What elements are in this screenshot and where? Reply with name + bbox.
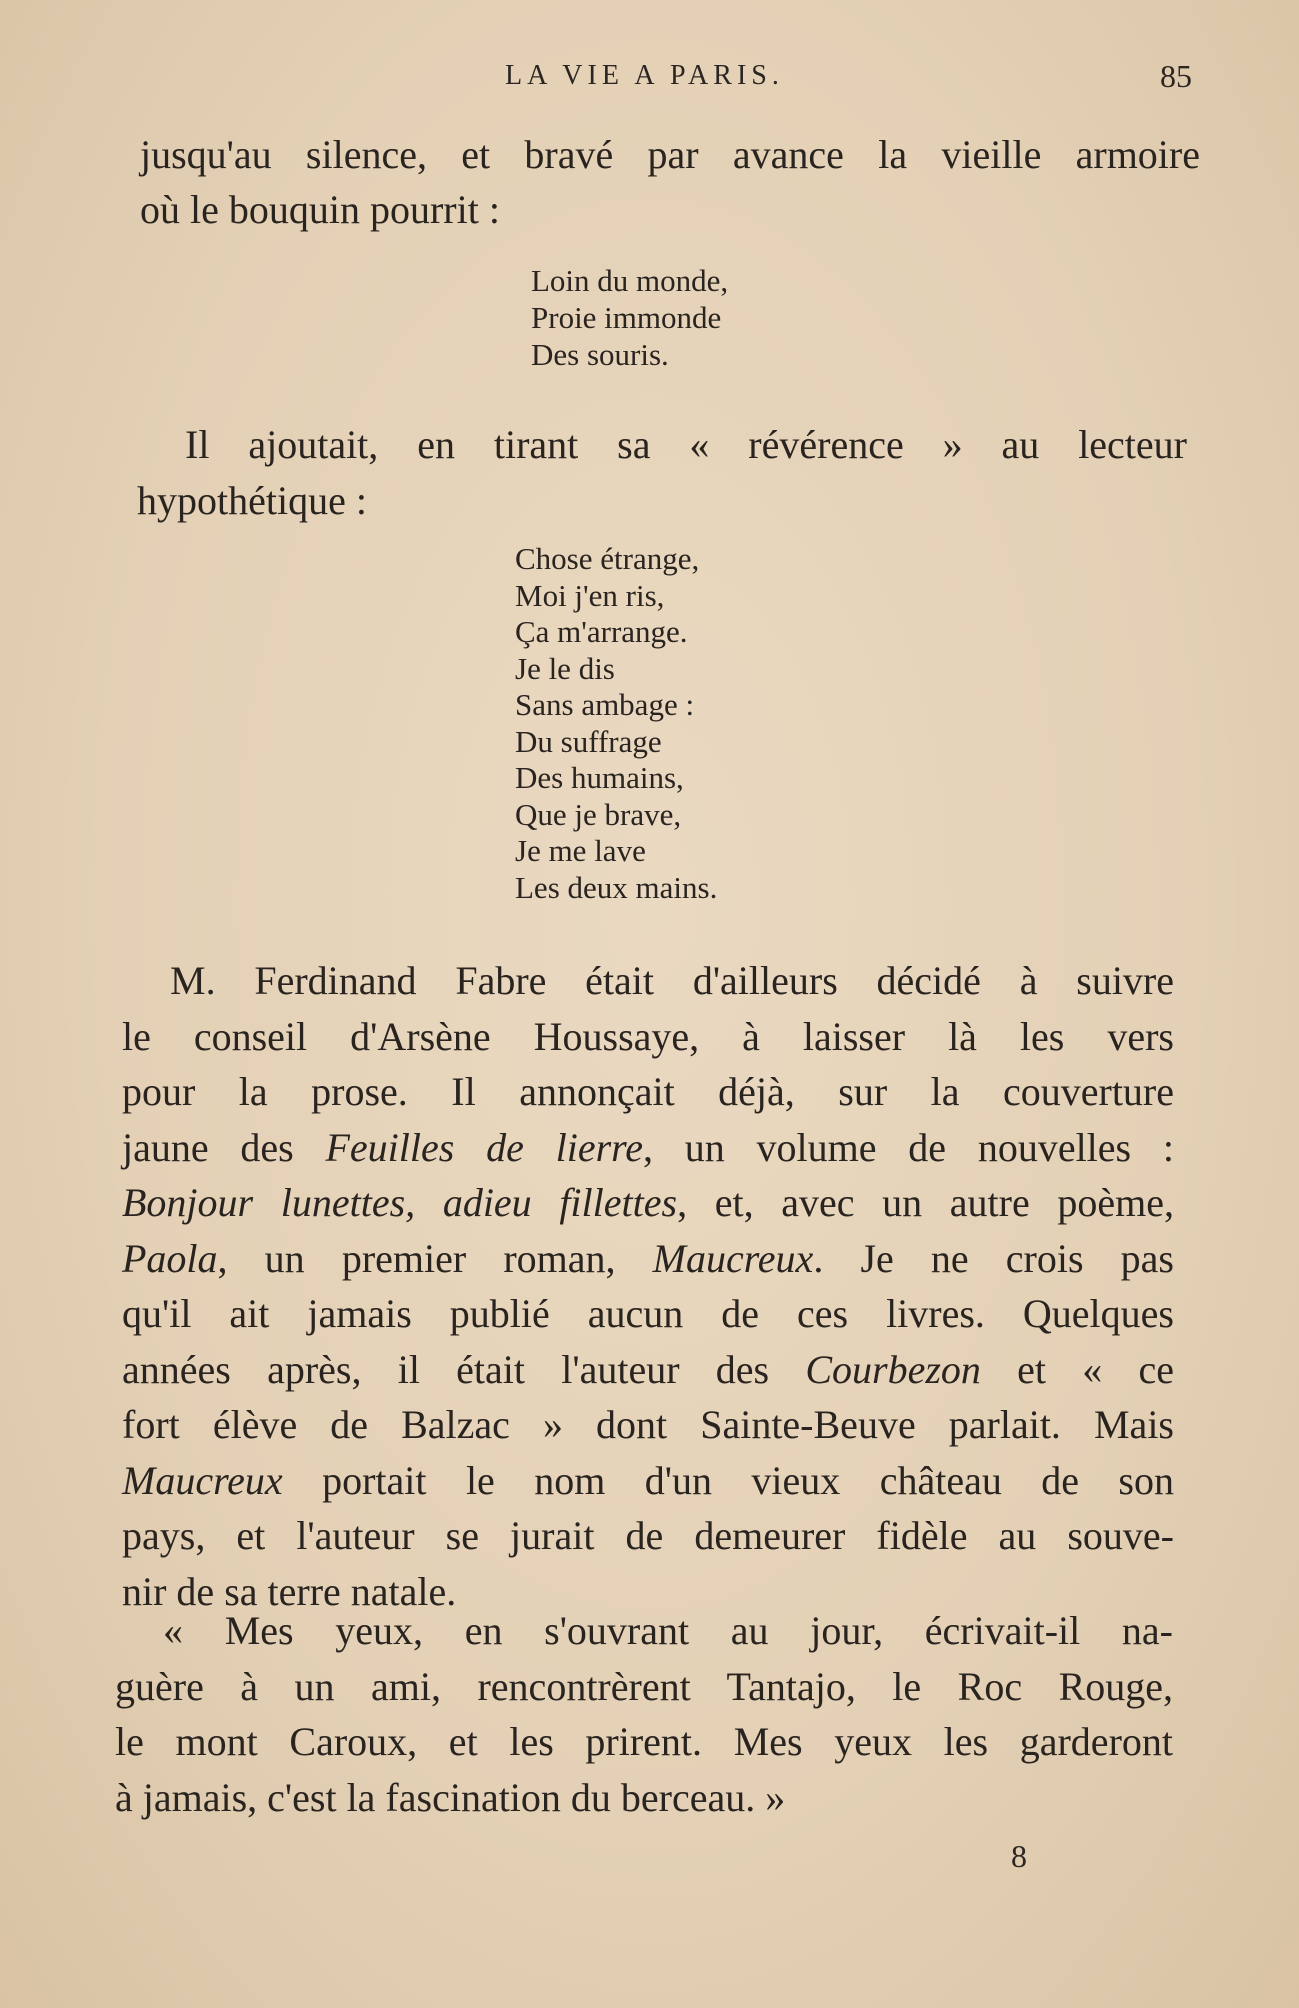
verse-line: Que je brave, <box>515 796 682 832</box>
book-title: Maucreux <box>652 1235 814 1281</box>
paragraph-line: fort élève de Balzac » dont Sainte-Beuve parlait. Mais <box>122 1402 1174 1447</box>
paragraph-line <box>122 1120 1174 1176</box>
paragraph-line: « Mes yeux, en s'ouvrant au jour, écrivait-il na- <box>163 1608 1173 1653</box>
verse-line: Moi j'en ris, <box>515 577 665 613</box>
paragraph-line: hypothétique : <box>137 478 367 523</box>
paragraph-line: pays, et l'auteur se jurait de demeurer fidèle au souve- <box>122 1513 1174 1558</box>
verse-line: Ça m'arrange. <box>515 614 688 649</box>
paragraph-2 <box>137 417 1187 529</box>
verse-line: Je le dis <box>515 650 615 686</box>
paragraph-3 <box>122 953 1174 1619</box>
paragraph-4 <box>115 1603 1173 1825</box>
verse-1 <box>531 262 728 373</box>
verse-line: Proie immonde <box>531 300 722 335</box>
paragraph-line <box>122 1342 1174 1398</box>
text-run: années après, il était l'auteur des <box>122 1346 806 1392</box>
verse-2 <box>515 541 717 906</box>
text-run: , un volume de nouvelles : <box>643 1124 1175 1170</box>
verse-line: Chose étrange, <box>515 541 700 576</box>
book-title: Paola <box>122 1235 218 1281</box>
text-run: et « ce <box>980 1346 1175 1392</box>
signature-mark: 8 <box>1011 1838 1027 1874</box>
verse-line: Je me lave <box>515 833 646 868</box>
text-run: , et, avec un autre poème, <box>677 1180 1174 1225</box>
paragraph-line: M. Ferdinand Fabre était d'ailleurs décidé à suivre <box>170 958 1174 1003</box>
paragraph-line: le conseil d'Arsène Houssaye, à laisser là les vers <box>122 1013 1174 1059</box>
verse-line: Les deux mains. <box>515 869 718 905</box>
paragraph-line: à jamais, c'est la fascination du berceau. » <box>115 1774 786 1820</box>
verse-line: Du suffrage <box>515 723 662 759</box>
paragraph-line: guère à un ami, rencontrèrent Tantajo, le Roc Rouge, <box>115 1663 1173 1709</box>
text-run: , un premier roman, <box>217 1235 653 1281</box>
book-title: Maucreux <box>122 1457 283 1503</box>
text-run: . Je ne crois pas <box>813 1235 1174 1281</box>
running-title: LA VIE A PARIS. <box>505 60 784 91</box>
paragraph-line: qu'il ait jamais publié aucun de ces livres. Quelques <box>122 1291 1174 1336</box>
paragraph-line: jusqu'au silence, et bravé par avance la vieille armoire <box>140 132 1200 177</box>
text-run: portait le nom d'un vieux château de son <box>282 1457 1174 1503</box>
book-title: Bonjour lunettes, adieu fillettes <box>122 1180 678 1225</box>
verse-line: Loin du monde, <box>531 263 729 298</box>
paragraph-line <box>122 1175 1174 1231</box>
paragraph-1 <box>140 127 1200 237</box>
book-title: Courbezon <box>805 1346 981 1392</box>
paragraph-line: pour la prose. Il annonçait déjà, sur la couverture <box>122 1069 1174 1114</box>
paragraph-line: le mont Caroux, et les prirent. Mes yeux les garderont <box>115 1719 1173 1764</box>
paragraph-line <box>122 1453 1174 1509</box>
running-head <box>0 56 1299 96</box>
paragraph-line: Il ajoutait, en tirant sa « révérence » au lecteur <box>185 422 1187 467</box>
page-number: 85 <box>1160 58 1192 94</box>
verse-line: Des humains, <box>515 760 684 795</box>
verse-line: Des souris. <box>531 337 669 372</box>
paragraph-line: nir de sa terre natale. <box>122 1568 457 1614</box>
book-title: Feuilles de lierre <box>325 1124 644 1170</box>
text-run: jaune des <box>122 1124 326 1170</box>
verse-line: Sans ambage : <box>515 687 695 722</box>
paragraph-line: où le bouquin pourrit : <box>140 187 500 232</box>
paragraph-line <box>122 1231 1174 1287</box>
